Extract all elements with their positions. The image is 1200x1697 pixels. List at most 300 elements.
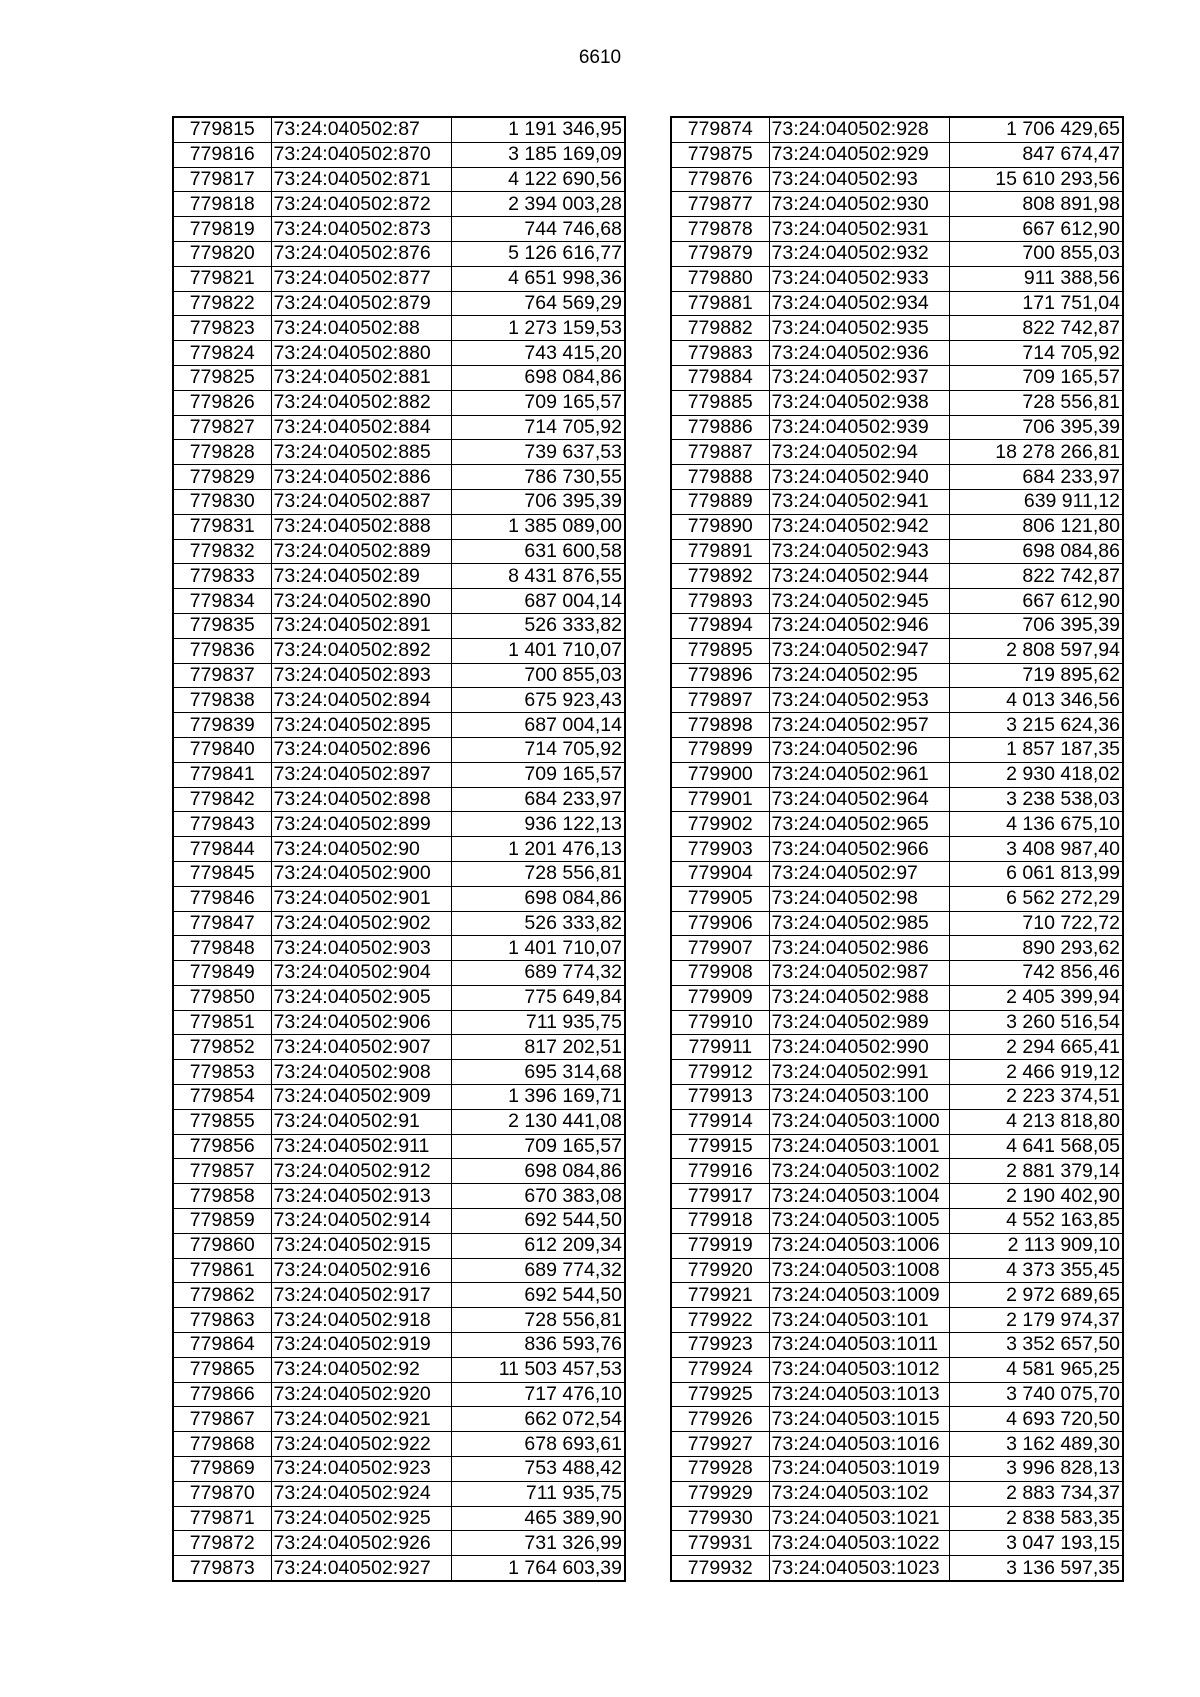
table-row bbox=[671, 936, 1123, 961]
cadastral-number-cell: 73:24:040502:905 bbox=[271, 985, 451, 1010]
table-row bbox=[671, 564, 1123, 589]
cadastral-number-cell: 73:24:040502:894 bbox=[271, 688, 451, 713]
table-row bbox=[173, 861, 625, 886]
cadastral-number-cell: 73:24:040503:1002 bbox=[769, 1159, 949, 1184]
record-number-cell: 779904 bbox=[671, 861, 769, 886]
cadastral-value-cell: 698 084,86 bbox=[949, 539, 1123, 564]
record-number-cell: 779901 bbox=[671, 787, 769, 812]
cadastral-number-cell: 73:24:040502:990 bbox=[769, 1035, 949, 1060]
record-number-cell: 779852 bbox=[173, 1035, 271, 1060]
table-row bbox=[173, 1134, 625, 1159]
cadastral-value-cell: 689 774,32 bbox=[451, 961, 625, 986]
record-number-cell: 779848 bbox=[173, 936, 271, 961]
record-number-cell: 779829 bbox=[173, 465, 271, 490]
record-number-cell: 779881 bbox=[671, 291, 769, 316]
cadastral-value-cell: 822 742,87 bbox=[949, 564, 1123, 589]
cadastral-value-cell: 2 179 974,37 bbox=[949, 1308, 1123, 1333]
record-number-cell: 779900 bbox=[671, 762, 769, 787]
table-row bbox=[173, 1035, 625, 1060]
table-row bbox=[671, 663, 1123, 688]
record-number-cell: 779833 bbox=[173, 564, 271, 589]
cadastral-number-cell: 73:24:040502:930 bbox=[769, 192, 949, 217]
cadastral-number-cell: 73:24:040502:92 bbox=[271, 1357, 451, 1382]
cadastral-number-cell: 73:24:040502:946 bbox=[769, 613, 949, 638]
record-number-cell: 779920 bbox=[671, 1258, 769, 1283]
table-row bbox=[671, 192, 1123, 217]
table-row bbox=[671, 1184, 1123, 1209]
cadastral-number-cell: 73:24:040502:97 bbox=[769, 861, 949, 886]
cadastral-value-cell: 3 260 516,54 bbox=[949, 1010, 1123, 1035]
cadastral-value-cell: 692 544,50 bbox=[451, 1209, 625, 1234]
table-row bbox=[173, 936, 625, 961]
record-number-cell: 779892 bbox=[671, 564, 769, 589]
table-row bbox=[173, 911, 625, 936]
record-number-cell: 779836 bbox=[173, 638, 271, 663]
cadastral-value-cell: 670 383,08 bbox=[451, 1184, 625, 1209]
cadastral-number-cell: 73:24:040502:916 bbox=[271, 1258, 451, 1283]
table-row bbox=[173, 440, 625, 465]
cadastral-number-cell: 73:24:040502:923 bbox=[271, 1457, 451, 1482]
cadastral-number-cell: 73:24:040502:886 bbox=[271, 465, 451, 490]
record-number-cell: 779865 bbox=[173, 1357, 271, 1382]
cadastral-value-cell: 714 705,92 bbox=[451, 737, 625, 762]
record-number-cell: 779872 bbox=[173, 1531, 271, 1556]
table-row bbox=[173, 1085, 625, 1110]
cadastral-number-cell: 73:24:040502:88 bbox=[271, 316, 451, 341]
cadastral-number-cell: 73:24:040502:95 bbox=[769, 663, 949, 688]
table-row bbox=[173, 465, 625, 490]
record-number-cell: 779909 bbox=[671, 985, 769, 1010]
table-row bbox=[671, 1283, 1123, 1308]
record-number-cell: 779861 bbox=[173, 1258, 271, 1283]
table-row bbox=[173, 514, 625, 539]
record-number-cell: 779925 bbox=[671, 1382, 769, 1407]
cadastral-value-cell: 4 581 965,25 bbox=[949, 1357, 1123, 1382]
record-number-cell: 779827 bbox=[173, 415, 271, 440]
table-body bbox=[671, 117, 1123, 1581]
cadastral-number-cell: 73:24:040502:911 bbox=[271, 1134, 451, 1159]
cadastral-value-cell: 3 408 987,40 bbox=[949, 837, 1123, 862]
cadastral-number-cell: 73:24:040503:1022 bbox=[769, 1531, 949, 1556]
table-row bbox=[671, 613, 1123, 638]
cadastral-value-cell: 2 294 665,41 bbox=[949, 1035, 1123, 1060]
cadastral-number-cell: 73:24:040502:945 bbox=[769, 589, 949, 614]
record-number-cell: 779858 bbox=[173, 1184, 271, 1209]
record-number-cell: 779866 bbox=[173, 1382, 271, 1407]
table-row bbox=[173, 117, 625, 142]
cadastral-value-cell: 936 122,13 bbox=[451, 812, 625, 837]
record-number-cell: 779912 bbox=[671, 1060, 769, 1085]
cadastral-number-cell: 73:24:040502:871 bbox=[271, 167, 451, 192]
table-row bbox=[173, 1432, 625, 1457]
table-row bbox=[173, 192, 625, 217]
cadastral-number-cell: 73:24:040502:896 bbox=[271, 737, 451, 762]
table-row bbox=[173, 638, 625, 663]
cadastral-number-cell: 73:24:040503:1013 bbox=[769, 1382, 949, 1407]
record-number-cell: 779853 bbox=[173, 1060, 271, 1085]
cadastral-value-cell: 743 415,20 bbox=[451, 341, 625, 366]
cadastral-value-cell: 709 165,57 bbox=[451, 1134, 625, 1159]
cadastral-number-cell: 73:24:040502:907 bbox=[271, 1035, 451, 1060]
cadastral-number-cell: 73:24:040502:985 bbox=[769, 911, 949, 936]
table-row bbox=[173, 886, 625, 911]
record-number-cell: 779863 bbox=[173, 1308, 271, 1333]
record-number-cell: 779837 bbox=[173, 663, 271, 688]
table-row bbox=[173, 291, 625, 316]
record-number-cell: 779845 bbox=[173, 861, 271, 886]
cadastral-value-cell: 786 730,55 bbox=[451, 465, 625, 490]
cadastral-value-cell: 526 333,82 bbox=[451, 613, 625, 638]
table-row bbox=[671, 1382, 1123, 1407]
record-number-cell: 779887 bbox=[671, 440, 769, 465]
table-row bbox=[671, 390, 1123, 415]
cadastral-value-cell: 2 190 402,90 bbox=[949, 1184, 1123, 1209]
cadastral-number-cell: 73:24:040502:938 bbox=[769, 390, 949, 415]
record-number-cell: 779831 bbox=[173, 514, 271, 539]
table-row bbox=[173, 539, 625, 564]
table-row bbox=[173, 663, 625, 688]
cadastral-value-cell: 728 556,81 bbox=[451, 1308, 625, 1333]
table-row bbox=[173, 787, 625, 812]
table-row bbox=[671, 688, 1123, 713]
table-row bbox=[173, 1283, 625, 1308]
record-number-cell: 779859 bbox=[173, 1209, 271, 1234]
cadastral-number-cell: 73:24:040502:93 bbox=[769, 167, 949, 192]
record-number-cell: 779914 bbox=[671, 1109, 769, 1134]
cadastral-number-cell: 73:24:040502:926 bbox=[271, 1531, 451, 1556]
table-row bbox=[173, 1556, 625, 1581]
record-number-cell: 779907 bbox=[671, 936, 769, 961]
cadastral-number-cell: 73:24:040502:904 bbox=[271, 961, 451, 986]
cadastral-value-cell: 706 395,39 bbox=[949, 613, 1123, 638]
cadastral-value-cell: 6 562 272,29 bbox=[949, 886, 1123, 911]
record-number-cell: 779868 bbox=[173, 1432, 271, 1457]
cadastral-value-cell: 4 013 346,56 bbox=[949, 688, 1123, 713]
table-body bbox=[173, 117, 625, 1581]
cadastral-value-cell: 806 121,80 bbox=[949, 514, 1123, 539]
cadastral-value-cell: 709 165,57 bbox=[451, 390, 625, 415]
record-number-cell: 779893 bbox=[671, 589, 769, 614]
record-number-cell: 779932 bbox=[671, 1556, 769, 1581]
record-number-cell: 779882 bbox=[671, 316, 769, 341]
record-number-cell: 779855 bbox=[173, 1109, 271, 1134]
cadastral-number-cell: 73:24:040502:964 bbox=[769, 787, 949, 812]
table-row bbox=[173, 241, 625, 266]
cadastral-value-cell: 1 385 089,00 bbox=[451, 514, 625, 539]
cadastral-number-cell: 73:24:040502:873 bbox=[271, 217, 451, 242]
table-row bbox=[671, 1481, 1123, 1506]
table-row bbox=[173, 1308, 625, 1333]
cadastral-number-cell: 73:24:040502:919 bbox=[271, 1333, 451, 1358]
cadastral-number-cell: 73:24:040502:885 bbox=[271, 440, 451, 465]
table-row bbox=[671, 489, 1123, 514]
cadastral-number-cell: 73:24:040503:1012 bbox=[769, 1357, 949, 1382]
cadastral-value-cell: 698 084,86 bbox=[451, 1159, 625, 1184]
record-number-cell: 779816 bbox=[173, 142, 271, 167]
record-number-cell: 779891 bbox=[671, 539, 769, 564]
record-number-cell: 779843 bbox=[173, 812, 271, 837]
record-number-cell: 779876 bbox=[671, 167, 769, 192]
table-row bbox=[173, 1159, 625, 1184]
record-number-cell: 779846 bbox=[173, 886, 271, 911]
table-row bbox=[173, 1109, 625, 1134]
table-row bbox=[671, 167, 1123, 192]
table-row bbox=[173, 961, 625, 986]
cadastral-value-cell: 1 764 603,39 bbox=[451, 1556, 625, 1581]
record-number-cell: 779818 bbox=[173, 192, 271, 217]
cadastral-value-cell: 2 405 399,94 bbox=[949, 985, 1123, 1010]
record-number-cell: 779834 bbox=[173, 589, 271, 614]
record-number-cell: 779878 bbox=[671, 217, 769, 242]
table-row bbox=[671, 1407, 1123, 1432]
cadastral-value-cell: 675 923,43 bbox=[451, 688, 625, 713]
cadastral-value-cell: 2 223 374,51 bbox=[949, 1085, 1123, 1110]
record-number-cell: 779884 bbox=[671, 365, 769, 390]
table-row bbox=[173, 1407, 625, 1432]
cadastral-number-cell: 73:24:040503:101 bbox=[769, 1308, 949, 1333]
record-number-cell: 779877 bbox=[671, 192, 769, 217]
record-number-cell: 779857 bbox=[173, 1159, 271, 1184]
table-row bbox=[671, 1258, 1123, 1283]
cadastral-value-cell: 689 774,32 bbox=[451, 1258, 625, 1283]
cadastral-number-cell: 73:24:040502:899 bbox=[271, 812, 451, 837]
cadastral-number-cell: 73:24:040502:941 bbox=[769, 489, 949, 514]
table-row bbox=[671, 1333, 1123, 1358]
cadastral-number-cell: 73:24:040502:879 bbox=[271, 291, 451, 316]
cadastral-value-cell: 2 113 909,10 bbox=[949, 1233, 1123, 1258]
record-number-cell: 779930 bbox=[671, 1506, 769, 1531]
table-row bbox=[173, 1258, 625, 1283]
cadastral-value-cell: 3 162 489,30 bbox=[949, 1432, 1123, 1457]
cadastral-number-cell: 73:24:040502:902 bbox=[271, 911, 451, 936]
page-number: 6610 bbox=[578, 47, 622, 68]
cadastral-value-cell: 1 396 169,71 bbox=[451, 1085, 625, 1110]
cadastral-value-cell: 709 165,57 bbox=[949, 365, 1123, 390]
cadastral-number-cell: 73:24:040502:939 bbox=[769, 415, 949, 440]
cadastral-value-cell: 3 136 597,35 bbox=[949, 1556, 1123, 1581]
cadastral-value-cell: 3 352 657,50 bbox=[949, 1333, 1123, 1358]
table-row bbox=[671, 1109, 1123, 1134]
table-row bbox=[671, 1531, 1123, 1556]
cadastral-value-cell: 753 488,42 bbox=[451, 1457, 625, 1482]
record-number-cell: 779888 bbox=[671, 465, 769, 490]
table-row bbox=[173, 1531, 625, 1556]
cadastral-number-cell: 73:24:040502:936 bbox=[769, 341, 949, 366]
cadastral-number-cell: 73:24:040502:881 bbox=[271, 365, 451, 390]
cadastral-number-cell: 73:24:040503:1015 bbox=[769, 1407, 949, 1432]
cadastral-number-cell: 73:24:040502:909 bbox=[271, 1085, 451, 1110]
table-row bbox=[173, 1481, 625, 1506]
record-number-cell: 779927 bbox=[671, 1432, 769, 1457]
cadastral-number-cell: 73:24:040502:908 bbox=[271, 1060, 451, 1085]
cadastral-value-cell: 2 930 418,02 bbox=[949, 762, 1123, 787]
table-row bbox=[671, 465, 1123, 490]
cadastral-value-cell: 684 233,97 bbox=[949, 465, 1123, 490]
cadastral-number-cell: 73:24:040502:947 bbox=[769, 638, 949, 663]
table-row bbox=[173, 316, 625, 341]
cadastral-number-cell: 73:24:040502:91 bbox=[271, 1109, 451, 1134]
record-number-cell: 779918 bbox=[671, 1209, 769, 1234]
cadastral-number-cell: 73:24:040502:991 bbox=[769, 1060, 949, 1085]
cadastral-value-cell: 1 401 710,07 bbox=[451, 638, 625, 663]
record-number-cell: 779898 bbox=[671, 713, 769, 738]
cadastral-value-cell: 2 881 379,14 bbox=[949, 1159, 1123, 1184]
cadastral-number-cell: 73:24:040502:921 bbox=[271, 1407, 451, 1432]
cadastral-number-cell: 73:24:040502:893 bbox=[271, 663, 451, 688]
cadastral-value-cell: 687 004,14 bbox=[451, 589, 625, 614]
cadastral-value-cell: 728 556,81 bbox=[451, 861, 625, 886]
cadastral-value-cell: 698 084,86 bbox=[451, 365, 625, 390]
cadastral-number-cell: 73:24:040502:880 bbox=[271, 341, 451, 366]
cadastral-value-cell: 764 569,29 bbox=[451, 291, 625, 316]
cadastral-number-cell: 73:24:040503:1005 bbox=[769, 1209, 949, 1234]
table-row bbox=[173, 365, 625, 390]
table-row bbox=[671, 241, 1123, 266]
record-number-cell: 779847 bbox=[173, 911, 271, 936]
cadastral-value-cell: 4 122 690,56 bbox=[451, 167, 625, 192]
table-row bbox=[671, 1432, 1123, 1457]
record-number-cell: 779874 bbox=[671, 117, 769, 142]
cadastral-number-cell: 73:24:040502:928 bbox=[769, 117, 949, 142]
cadastral-value-cell: 714 705,92 bbox=[949, 341, 1123, 366]
cadastral-value-cell: 700 855,03 bbox=[949, 241, 1123, 266]
record-number-cell: 779926 bbox=[671, 1407, 769, 1432]
table-row bbox=[671, 638, 1123, 663]
cadastral-number-cell: 73:24:040502:989 bbox=[769, 1010, 949, 1035]
record-number-cell: 779890 bbox=[671, 514, 769, 539]
cadastral-number-cell: 73:24:040502:943 bbox=[769, 539, 949, 564]
table-row bbox=[173, 489, 625, 514]
record-number-cell: 779844 bbox=[173, 837, 271, 862]
cadastral-value-cell: 4 651 998,36 bbox=[451, 266, 625, 291]
cadastral-number-cell: 73:24:040503:1016 bbox=[769, 1432, 949, 1457]
table-row bbox=[671, 440, 1123, 465]
record-number-cell: 779819 bbox=[173, 217, 271, 242]
table-row bbox=[671, 713, 1123, 738]
table-row bbox=[173, 1506, 625, 1531]
cadastral-value-cell: 465 389,90 bbox=[451, 1506, 625, 1531]
record-number-cell: 779899 bbox=[671, 737, 769, 762]
table-row bbox=[173, 589, 625, 614]
table-row bbox=[671, 961, 1123, 986]
record-number-cell: 779835 bbox=[173, 613, 271, 638]
cadastral-number-cell: 73:24:040502:944 bbox=[769, 564, 949, 589]
record-number-cell: 779826 bbox=[173, 390, 271, 415]
record-number-cell: 779867 bbox=[173, 1407, 271, 1432]
cadastral-number-cell: 73:24:040502:98 bbox=[769, 886, 949, 911]
cadastral-value-cell: 631 600,58 bbox=[451, 539, 625, 564]
cadastral-number-cell: 73:24:040502:957 bbox=[769, 713, 949, 738]
table-row bbox=[173, 713, 625, 738]
table-row bbox=[671, 762, 1123, 787]
cadastral-number-cell: 73:24:040502:937 bbox=[769, 365, 949, 390]
record-number-cell: 779879 bbox=[671, 241, 769, 266]
cadastral-number-cell: 73:24:040502:929 bbox=[769, 142, 949, 167]
cadastral-value-cell: 711 935,75 bbox=[451, 1481, 625, 1506]
cadastral-number-cell: 73:24:040503:1009 bbox=[769, 1283, 949, 1308]
cadastral-number-cell: 73:24:040502:895 bbox=[271, 713, 451, 738]
table-row bbox=[671, 985, 1123, 1010]
table-row bbox=[671, 1085, 1123, 1110]
cadastral-value-cell: 1 201 476,13 bbox=[451, 837, 625, 862]
cadastral-value-cell: 4 213 818,80 bbox=[949, 1109, 1123, 1134]
cadastral-value-cell: 3 238 538,03 bbox=[949, 787, 1123, 812]
cadastral-number-cell: 73:24:040502:913 bbox=[271, 1184, 451, 1209]
cadastral-number-cell: 73:24:040502:925 bbox=[271, 1506, 451, 1531]
cadastral-number-cell: 73:24:040502:96 bbox=[769, 737, 949, 762]
cadastral-value-cell: 717 476,10 bbox=[451, 1382, 625, 1407]
record-number-cell: 779894 bbox=[671, 613, 769, 638]
cadastral-value-cell: 662 072,54 bbox=[451, 1407, 625, 1432]
table-row bbox=[671, 861, 1123, 886]
cadastral-value-cell: 3 740 075,70 bbox=[949, 1382, 1123, 1407]
cadastral-value-cell: 526 333,82 bbox=[451, 911, 625, 936]
cadastral-value-cell: 4 693 720,50 bbox=[949, 1407, 1123, 1432]
cadastral-value-cell: 714 705,92 bbox=[451, 415, 625, 440]
cadastral-value-cell: 5 126 616,77 bbox=[451, 241, 625, 266]
table-row bbox=[671, 886, 1123, 911]
cadastral-value-cell: 719 895,62 bbox=[949, 663, 1123, 688]
cadastral-value-cell: 1 273 159,53 bbox=[451, 316, 625, 341]
cadastral-value-cell: 639 911,12 bbox=[949, 489, 1123, 514]
record-number-cell: 779919 bbox=[671, 1233, 769, 1258]
record-number-cell: 779840 bbox=[173, 737, 271, 762]
record-number-cell: 779924 bbox=[671, 1357, 769, 1382]
cadastral-value-cell: 1 191 346,95 bbox=[451, 117, 625, 142]
table-row bbox=[173, 390, 625, 415]
record-number-cell: 779929 bbox=[671, 1481, 769, 1506]
cadastral-number-cell: 73:24:040502:914 bbox=[271, 1209, 451, 1234]
record-number-cell: 779885 bbox=[671, 390, 769, 415]
cadastral-value-cell: 6 061 813,99 bbox=[949, 861, 1123, 886]
record-number-cell: 779830 bbox=[173, 489, 271, 514]
cadastral-value-cell: 2 972 689,65 bbox=[949, 1283, 1123, 1308]
cadastral-value-cell: 11 503 457,53 bbox=[451, 1357, 625, 1382]
record-number-cell: 779916 bbox=[671, 1159, 769, 1184]
record-number-cell: 779896 bbox=[671, 663, 769, 688]
record-number-cell: 779870 bbox=[173, 1481, 271, 1506]
record-number-cell: 779910 bbox=[671, 1010, 769, 1035]
cadastral-value-cell: 739 637,53 bbox=[451, 440, 625, 465]
cadastral-value-cell: 911 388,56 bbox=[949, 266, 1123, 291]
record-number-cell: 779880 bbox=[671, 266, 769, 291]
cadastral-number-cell: 73:24:040503:1011 bbox=[769, 1333, 949, 1358]
cadastral-value-cell: 711 935,75 bbox=[451, 1010, 625, 1035]
cadastral-value-cell: 698 084,86 bbox=[451, 886, 625, 911]
cadastral-number-cell: 73:24:040502:912 bbox=[271, 1159, 451, 1184]
cadastral-value-cell: 822 742,87 bbox=[949, 316, 1123, 341]
cadastral-number-cell: 73:24:040503:100 bbox=[769, 1085, 949, 1110]
cadastral-value-cell: 731 326,99 bbox=[451, 1531, 625, 1556]
cadastral-value-cell: 4 136 675,10 bbox=[949, 812, 1123, 837]
record-number-cell: 779928 bbox=[671, 1457, 769, 1482]
table-row bbox=[173, 564, 625, 589]
cadastral-number-cell: 73:24:040502:897 bbox=[271, 762, 451, 787]
cadastral-number-cell: 73:24:040502:920 bbox=[271, 1382, 451, 1407]
table-row bbox=[671, 1134, 1123, 1159]
table-row bbox=[173, 837, 625, 862]
cadastral-number-cell: 73:24:040503:1021 bbox=[769, 1506, 949, 1531]
record-number-cell: 779871 bbox=[173, 1506, 271, 1531]
record-number-cell: 779815 bbox=[173, 117, 271, 142]
table-row bbox=[671, 341, 1123, 366]
cadastral-value-cell: 692 544,50 bbox=[451, 1283, 625, 1308]
table-row bbox=[671, 1457, 1123, 1482]
record-number-cell: 779923 bbox=[671, 1333, 769, 1358]
cadastral-number-cell: 73:24:040502:987 bbox=[769, 961, 949, 986]
cadastral-number-cell: 73:24:040502:889 bbox=[271, 539, 451, 564]
cadastral-value-cell: 836 593,76 bbox=[451, 1333, 625, 1358]
